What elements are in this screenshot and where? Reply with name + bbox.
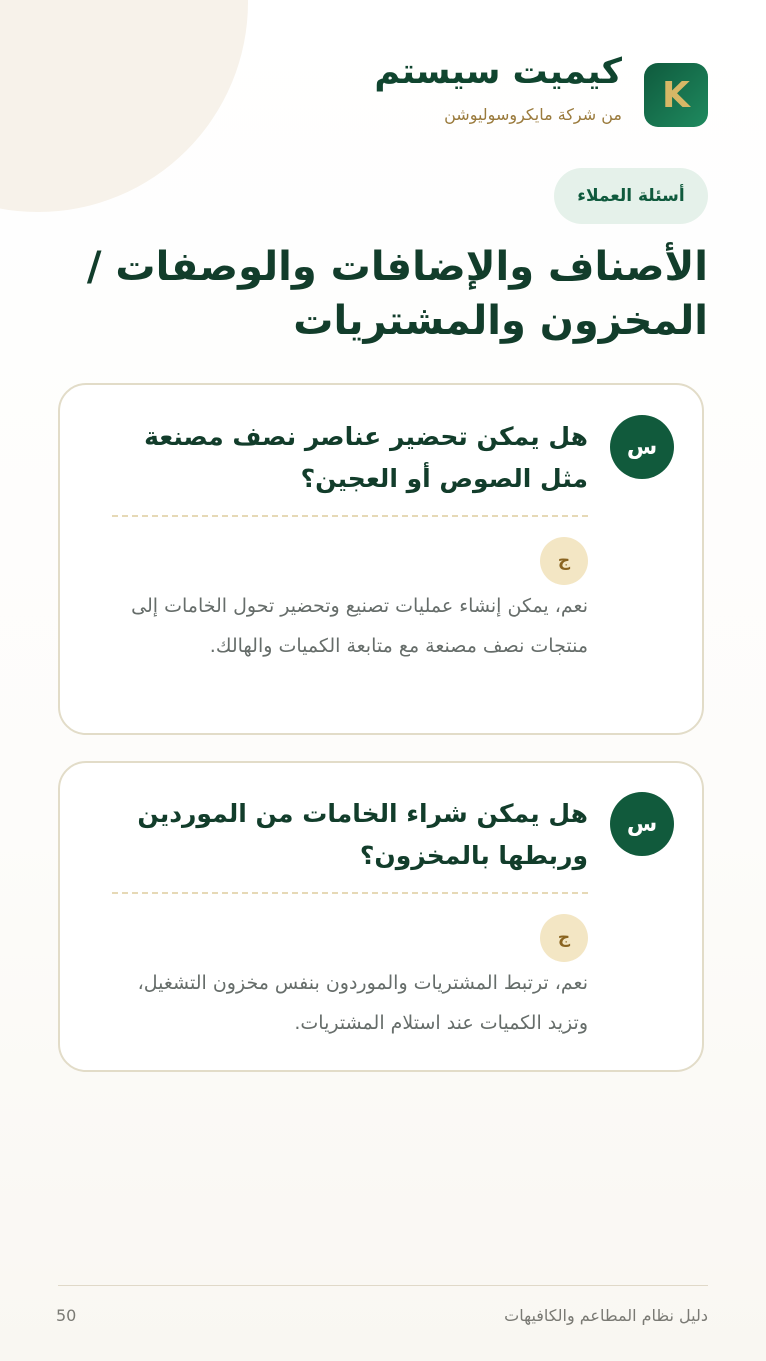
faq-card-2 xyxy=(58,761,704,1072)
divider xyxy=(112,892,588,894)
decorative-circle xyxy=(0,0,248,212)
page-number: 50 xyxy=(56,1306,77,1325)
question-badge: س xyxy=(610,415,674,479)
footer-label: دليل نظام المطاعم والكافيهات xyxy=(504,1306,708,1325)
brand-name: كيميت سيستم xyxy=(374,52,622,92)
answer-badge: ج xyxy=(540,537,588,585)
answer-text: نعم، يمكن إنشاء عمليات تصنيع وتحضير تحول الخامات إلى منتجات نصف مصنعة مع متابعة الكميات والهالك. xyxy=(131,595,588,657)
divider xyxy=(112,515,588,517)
page-title: الأصناف والإضافات والوصفات / المخزون والمشتريات xyxy=(86,244,708,344)
question-text: هل يمكن تحضير عناصر نصف مصنعة مثل الصوص أو العجين؟ xyxy=(144,422,588,493)
brand-logo xyxy=(644,63,708,127)
footer-divider xyxy=(58,1285,708,1286)
answer-text: نعم، ترتبط المشتريات والموردون بنفس مخزون التشغيل، وتزيد الكميات عند استلام المشتريات. xyxy=(137,972,588,1034)
faq-card-1 xyxy=(58,383,704,735)
question-text: هل يمكن شراء الخامات من الموردين وربطها بالمخزون؟ xyxy=(137,799,588,870)
brand-logo-letter: K xyxy=(662,74,690,116)
section-tag: أسئلة العملاء xyxy=(554,168,708,224)
brand-subtitle: من شركة مايكروسوليوشن xyxy=(444,105,622,124)
question-badge: س xyxy=(610,792,674,856)
answer-badge: ج xyxy=(540,914,588,962)
